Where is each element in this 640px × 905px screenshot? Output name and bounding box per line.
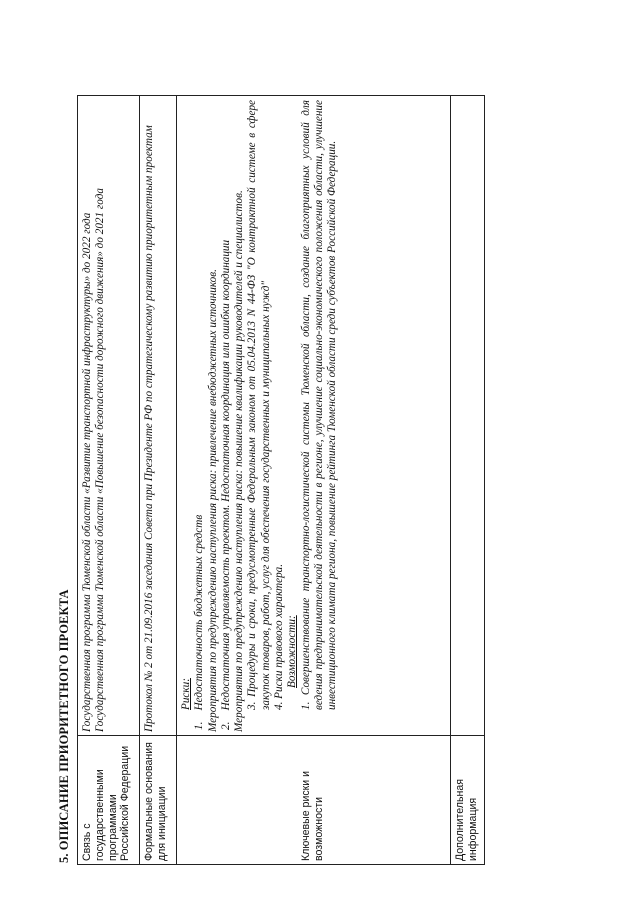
risk-title: Недостаточная управляемость проектом. Недостаточная координация или ошибки координации [219, 239, 232, 711]
project-description-table [77, 95, 485, 865]
risk-item: 3. Процедуры и сроки, предусмотренные Федеральным законом от 05.04.2013 N 44-ФЗ "О контрактной системе в сфере закупок товаров, работ, услуг для обеспечения государственных и муниципальных нужд" [246, 100, 272, 710]
risk-item: 4. Риски правового характера. [273, 563, 286, 710]
opportunities-heading-text: Возможности: [286, 615, 299, 688]
program-item: Государственная программа Тюменской области «Повышение безопасности дорожного движения» до 2021 года [94, 188, 107, 732]
opportunities-heading [286, 100, 299, 732]
risk-number: 2. [219, 721, 232, 730]
risk-number: 1. [193, 721, 206, 730]
risks-heading [180, 100, 193, 732]
risk-measure: Мероприятия по предупреждению наступления риска: привлечение внебюджетных источников. [206, 269, 219, 732]
link-programs [81, 100, 108, 732]
opportunity-item: 1. Совершенствование транспортно-логистической системы Тюменской области, создание благоприятных условий для ведения предпринимательской деятельности в регионе, улучшение социально-экономического положения области, улучшение инвестиционного климата региона, повышение рейтинга Тюменской области среди субъектов Российской Федерации. [299, 100, 339, 710]
rotated-document [57, 95, 487, 865]
link-label: Связь с государственными программами Российской Федерации [81, 745, 132, 861]
row-divider [176, 96, 177, 864]
column-divider [78, 735, 484, 736]
extra-label: Дополнительная информация [454, 779, 479, 861]
risk-title: Недостаточность бюджетных средств [193, 514, 206, 711]
row-divider [139, 96, 140, 864]
formal-text: Протокол № 2 от 21.09.2016 заседания Совета при Президенте РФ по стратегическому развитию приоритетным проектам [143, 125, 155, 732]
risk-item [220, 100, 233, 732]
section-title: 5. ОПИСАНИЕ ПРИОРИТЕТНОГО ПРОЕКТА [57, 589, 71, 863]
risks-heading-text: Риски: [180, 678, 192, 710]
formal-label: Формальные основания для инициации [143, 742, 168, 861]
row-divider [450, 96, 451, 864]
risk-measure: Мероприятия по предупреждению наступления риска: повышение квалификации руководителей и специалистов. [233, 190, 246, 732]
risks-label: Ключевые риски и возможности [300, 770, 325, 861]
program-item: Государственная программа Тюменской области «Развитие транспортной инфраструктуры» до 2022 года [81, 212, 93, 732]
risk-item [193, 100, 206, 732]
risks-content [180, 100, 340, 732]
